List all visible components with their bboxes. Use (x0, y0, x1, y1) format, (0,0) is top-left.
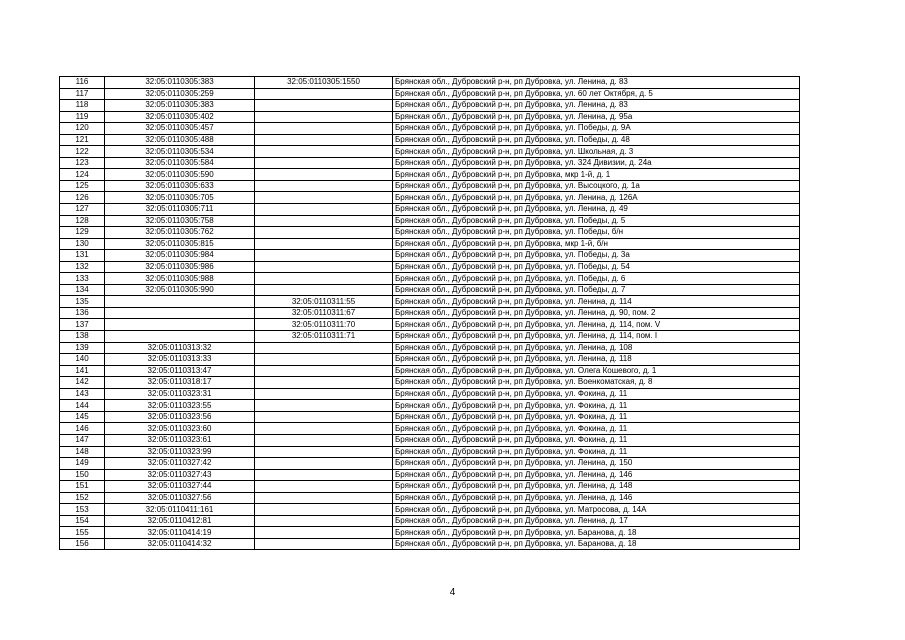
address-cell: Брянская обл., Дубровский р-н, рп Дубровка, ул. Фокина, д. 11 (393, 388, 800, 400)
cadastral-number-cell: 32:05:0110305:383 (105, 77, 255, 89)
address-cell: Брянская обл., Дубровский р-н, рп Дубровка, ул. Матросова, д. 14А (393, 504, 800, 516)
parent-cadastral-number-cell (255, 458, 393, 470)
cadastral-number-cell: 32:05:0110305:633 (105, 180, 255, 192)
address-cell: Брянская обл., Дубровский р-н, рп Дубровка, ул. Победы, д. 6 (393, 273, 800, 285)
cadastral-number-cell: 32:05:0110305:986 (105, 261, 255, 273)
table-row (60, 469, 800, 481)
address-cell: Брянская обл., Дубровский р-н, рп Дубровка, ул. Ленина, д. 146 (393, 469, 800, 481)
table-row (60, 458, 800, 470)
address-cell: Брянская обл., Дубровский р-н, рп Дубровка, ул. Ленина, д. 83 (393, 77, 800, 89)
cadastral-number-cell: 32:05:0110305:815 (105, 238, 255, 250)
table-row (60, 481, 800, 493)
parent-cadastral-number-cell (255, 388, 393, 400)
cadastral-number-cell: 32:05:0110323:31 (105, 388, 255, 400)
table-row (60, 342, 800, 354)
row-number-cell: 146 (60, 423, 105, 435)
table-row (60, 134, 800, 146)
table-row (60, 146, 800, 158)
parent-cadastral-number-cell (255, 504, 393, 516)
row-number-cell: 142 (60, 377, 105, 389)
parent-cadastral-number-cell: 32:05:0110311:70 (255, 319, 393, 331)
cadastral-number-cell: 32:05:0110305:990 (105, 284, 255, 296)
row-number-cell: 152 (60, 492, 105, 504)
parent-cadastral-number-cell (255, 169, 393, 181)
parent-cadastral-number-cell (255, 146, 393, 158)
cadastral-number-cell (105, 331, 255, 343)
parent-cadastral-number-cell (255, 434, 393, 446)
parent-cadastral-number-cell (255, 238, 393, 250)
row-number-cell: 147 (60, 434, 105, 446)
address-cell: Брянская обл., Дубровский р-н, рп Дубровка, ул. Ленина, д. 49 (393, 204, 800, 216)
table-row (60, 504, 800, 516)
address-cell: Брянская обл., Дубровский р-н, рп Дубровка, ул. Школьная, д. 3 (393, 146, 800, 158)
parent-cadastral-number-cell (255, 157, 393, 169)
address-cell: Брянская обл., Дубровский р-н, рп Дубровка, ул. Ленина, д. 17 (393, 515, 800, 527)
cadastral-number-cell: 32:05:0110305:984 (105, 250, 255, 262)
row-number-cell: 120 (60, 123, 105, 135)
parent-cadastral-number-cell: 32:05:0110305:1550 (255, 77, 393, 89)
parent-cadastral-number-cell: 32:05:0110311:55 (255, 296, 393, 308)
address-cell: Брянская обл., Дубровский р-н, рп Дубровка, ул. Баранова, д. 18 (393, 527, 800, 539)
address-cell: Брянская обл., Дубровский р-н, рп Дубровка, ул. Ленина, д. 95а (393, 111, 800, 123)
parent-cadastral-number-cell (255, 123, 393, 135)
parent-cadastral-number-cell (255, 515, 393, 527)
row-number-cell: 126 (60, 192, 105, 204)
row-number-cell: 144 (60, 400, 105, 412)
cadastral-number-cell: 32:05:0110305:488 (105, 134, 255, 146)
row-number-cell: 128 (60, 215, 105, 227)
table-row (60, 446, 800, 458)
row-number-cell: 122 (60, 146, 105, 158)
row-number-cell: 150 (60, 469, 105, 481)
cadastral-number-cell: 32:05:0110327:42 (105, 458, 255, 470)
table-row (60, 354, 800, 366)
cadastral-number-cell: 32:05:0110305:590 (105, 169, 255, 181)
parent-cadastral-number-cell (255, 180, 393, 192)
table-row (60, 77, 800, 89)
table-row (60, 400, 800, 412)
cadastral-number-cell (105, 307, 255, 319)
address-cell: Брянская обл., Дубровский р-н, рп Дубровка, ул. Победы, д. 7 (393, 284, 800, 296)
cadastral-number-cell: 32:05:0110305:711 (105, 204, 255, 216)
address-cell: Брянская обл., Дубровский р-н, рп Дубровка, мкр 1-й, д. 1 (393, 169, 800, 181)
parent-cadastral-number-cell (255, 134, 393, 146)
cadastral-number-cell: 32:05:0110411:161 (105, 504, 255, 516)
table-row (60, 515, 800, 527)
parent-cadastral-number-cell (255, 469, 393, 481)
row-number-cell: 127 (60, 204, 105, 216)
cadastral-number-cell: 32:05:0110313:47 (105, 365, 255, 377)
address-cell: Брянская обл., Дубровский р-н, рп Дубровка, ул. Ленина, д. 108 (393, 342, 800, 354)
row-number-cell: 132 (60, 261, 105, 273)
row-number-cell: 137 (60, 319, 105, 331)
address-cell: Брянская обл., Дубровский р-н, рп Дубровка, ул. Фокина, д. 11 (393, 411, 800, 423)
table-row (60, 180, 800, 192)
address-cell: Брянская обл., Дубровский р-н, рп Дубровка, ул. Ленина, д. 83 (393, 100, 800, 112)
row-number-cell: 136 (60, 307, 105, 319)
address-cell: Брянская обл., Дубровский р-н, рп Дубровка, ул. Ленина, д. 150 (393, 458, 800, 470)
row-number-cell: 123 (60, 157, 105, 169)
cadastral-table (59, 76, 800, 550)
cadastral-number-cell: 32:05:0110412:81 (105, 515, 255, 527)
address-cell: Брянская обл., Дубровский р-н, рп Дубровка, ул. Ленина, д. 146 (393, 492, 800, 504)
address-cell: Брянская обл., Дубровский р-н, рп Дубровка, ул. Ленина, д. 114, пом. V (393, 319, 800, 331)
cadastral-number-cell: 32:05:0110305:758 (105, 215, 255, 227)
row-number-cell: 145 (60, 411, 105, 423)
table-row (60, 157, 800, 169)
cadastral-number-cell: 32:05:0110305:457 (105, 123, 255, 135)
table-row (60, 273, 800, 285)
parent-cadastral-number-cell (255, 111, 393, 123)
table-row (60, 192, 800, 204)
table-row (60, 377, 800, 389)
table-row (60, 123, 800, 135)
address-cell: Брянская обл., Дубровский р-н, рп Дубровка, ул. Победы, б/н (393, 227, 800, 239)
parent-cadastral-number-cell (255, 342, 393, 354)
cadastral-number-cell: 32:05:0110323:56 (105, 411, 255, 423)
row-number-cell: 116 (60, 77, 105, 89)
cadastral-number-cell: 32:05:0110327:44 (105, 481, 255, 493)
row-number-cell: 130 (60, 238, 105, 250)
table-body (60, 77, 800, 550)
address-cell: Брянская обл., Дубровский р-н, рп Дубровка, ул. Победы, д. 54 (393, 261, 800, 273)
row-number-cell: 138 (60, 331, 105, 343)
row-number-cell: 124 (60, 169, 105, 181)
parent-cadastral-number-cell (255, 365, 393, 377)
row-number-cell: 139 (60, 342, 105, 354)
address-cell: Брянская обл., Дубровский р-н, рп Дубровка, ул. Победы, д. 48 (393, 134, 800, 146)
row-number-cell: 119 (60, 111, 105, 123)
parent-cadastral-number-cell (255, 250, 393, 262)
table-row (60, 307, 800, 319)
table-row (60, 296, 800, 308)
cadastral-number-cell: 32:05:0110305:259 (105, 88, 255, 100)
address-cell: Брянская обл., Дубровский р-н, рп Дубровка, ул. Военкоматская, д. 8 (393, 377, 800, 389)
parent-cadastral-number-cell (255, 215, 393, 227)
address-cell: Брянская обл., Дубровский р-н, рп Дубровка, ул. Победы, д. 3а (393, 250, 800, 262)
parent-cadastral-number-cell (255, 354, 393, 366)
parent-cadastral-number-cell: 32:05:0110311:71 (255, 331, 393, 343)
table-row (60, 227, 800, 239)
row-number-cell: 148 (60, 446, 105, 458)
address-cell: Брянская обл., Дубровский р-н, рп Дубровка, ул. Фокина, д. 11 (393, 434, 800, 446)
cadastral-number-cell: 32:05:0110313:32 (105, 342, 255, 354)
cadastral-number-cell: 32:05:0110323:60 (105, 423, 255, 435)
page-number: 4 (449, 587, 456, 598)
row-number-cell: 141 (60, 365, 105, 377)
row-number-cell: 140 (60, 354, 105, 366)
row-number-cell: 143 (60, 388, 105, 400)
table-row (60, 331, 800, 343)
parent-cadastral-number-cell (255, 411, 393, 423)
table-row (60, 250, 800, 262)
cadastral-number-cell: 32:05:0110318:17 (105, 377, 255, 389)
table-row (60, 215, 800, 227)
cadastral-number-cell: 32:05:0110305:988 (105, 273, 255, 285)
address-cell: Брянская обл., Дубровский р-н, рп Дубровка, мкр 1-й, б/н (393, 238, 800, 250)
address-cell: Брянская обл., Дубровский р-н, рп Дубровка, ул. Ленина, д. 90, пом. 2 (393, 307, 800, 319)
cadastral-number-cell: 32:05:0110323:55 (105, 400, 255, 412)
address-cell: Брянская обл., Дубровский р-н, рп Дубровка, ул. 324 Дивизии, д. 24а (393, 157, 800, 169)
row-number-cell: 156 (60, 538, 105, 550)
parent-cadastral-number-cell (255, 492, 393, 504)
table-row (60, 388, 800, 400)
address-cell: Брянская обл., Дубровский р-н, рп Дубровка, ул. Баранова, д. 18 (393, 538, 800, 550)
parent-cadastral-number-cell (255, 261, 393, 273)
cadastral-number-cell: 32:05:0110323:99 (105, 446, 255, 458)
parent-cadastral-number-cell (255, 284, 393, 296)
cadastral-number-cell (105, 319, 255, 331)
cadastral-number-cell: 32:05:0110323:61 (105, 434, 255, 446)
cadastral-number-cell (105, 296, 255, 308)
table-row (60, 100, 800, 112)
address-cell: Брянская обл., Дубровский р-н, рп Дубровка, ул. Высоцкого, д. 1а (393, 180, 800, 192)
table-row (60, 538, 800, 550)
parent-cadastral-number-cell (255, 204, 393, 216)
parent-cadastral-number-cell (255, 100, 393, 112)
cadastral-number-cell: 32:05:0110414:19 (105, 527, 255, 539)
parent-cadastral-number-cell (255, 423, 393, 435)
table-row (60, 238, 800, 250)
cadastral-number-cell: 32:05:0110305:762 (105, 227, 255, 239)
address-cell: Брянская обл., Дубровский р-н, рп Дубровка, ул. Ленина, д. 118 (393, 354, 800, 366)
address-cell: Брянская обл., Дубровский р-н, рп Дубровка, ул. Ленина, д. 148 (393, 481, 800, 493)
table-row (60, 88, 800, 100)
parent-cadastral-number-cell (255, 88, 393, 100)
row-number-cell: 117 (60, 88, 105, 100)
parent-cadastral-number-cell (255, 192, 393, 204)
table-row (60, 434, 800, 446)
address-cell: Брянская обл., Дубровский р-н, рп Дубровка, ул. Ленина, д. 114, пом. I (393, 331, 800, 343)
table-row (60, 527, 800, 539)
parent-cadastral-number-cell (255, 377, 393, 389)
address-cell: Брянская обл., Дубровский р-н, рп Дубровка, ул. Фокина, д. 11 (393, 446, 800, 458)
cadastral-number-cell: 32:05:0110414:32 (105, 538, 255, 550)
row-number-cell: 135 (60, 296, 105, 308)
row-number-cell: 149 (60, 458, 105, 470)
row-number-cell: 151 (60, 481, 105, 493)
table-row (60, 169, 800, 181)
cadastral-number-cell: 32:05:0110305:402 (105, 111, 255, 123)
parent-cadastral-number-cell (255, 227, 393, 239)
address-cell: Брянская обл., Дубровский р-н, рп Дубровка, ул. Фокина, д. 11 (393, 423, 800, 435)
row-number-cell: 134 (60, 284, 105, 296)
address-cell: Брянская обл., Дубровский р-н, рп Дубровка, ул. Победы, д. 5 (393, 215, 800, 227)
parent-cadastral-number-cell (255, 481, 393, 493)
row-number-cell: 125 (60, 180, 105, 192)
table-row (60, 204, 800, 216)
table-row (60, 365, 800, 377)
address-cell: Брянская обл., Дубровский р-н, рп Дубровка, ул. Ленина, д. 126А (393, 192, 800, 204)
parent-cadastral-number-cell (255, 538, 393, 550)
row-number-cell: 155 (60, 527, 105, 539)
table-row (60, 423, 800, 435)
row-number-cell: 131 (60, 250, 105, 262)
row-number-cell: 154 (60, 515, 105, 527)
row-number-cell: 133 (60, 273, 105, 285)
parent-cadastral-number-cell (255, 446, 393, 458)
table-row (60, 111, 800, 123)
parent-cadastral-number-cell: 32:05:0110311:67 (255, 307, 393, 319)
parent-cadastral-number-cell (255, 527, 393, 539)
cadastral-number-cell: 32:05:0110327:43 (105, 469, 255, 481)
table-row (60, 411, 800, 423)
address-cell: Брянская обл., Дубровский р-н, рп Дубровка, ул. Победы, д. 9А (393, 123, 800, 135)
cadastral-number-cell: 32:05:0110313:33 (105, 354, 255, 366)
row-number-cell: 121 (60, 134, 105, 146)
table-row (60, 284, 800, 296)
row-number-cell: 118 (60, 100, 105, 112)
address-cell: Брянская обл., Дубровский р-н, рп Дубровка, ул. Олега Кошевого, д. 1 (393, 365, 800, 377)
row-number-cell: 153 (60, 504, 105, 516)
parent-cadastral-number-cell (255, 400, 393, 412)
cadastral-number-cell: 32:05:0110305:705 (105, 192, 255, 204)
row-number-cell: 129 (60, 227, 105, 239)
address-cell: Брянская обл., Дубровский р-н, рп Дубровка, ул. Ленина, д. 114 (393, 296, 800, 308)
cadastral-number-cell: 32:05:0110327:56 (105, 492, 255, 504)
cadastral-number-cell: 32:05:0110305:383 (105, 100, 255, 112)
address-cell: Брянская обл., Дубровский р-н, рп Дубровка, ул. 60 лет Октября, д. 5 (393, 88, 800, 100)
cadastral-number-cell: 32:05:0110305:584 (105, 157, 255, 169)
cadastral-number-cell: 32:05:0110305:534 (105, 146, 255, 158)
address-cell: Брянская обл., Дубровский р-н, рп Дубровка, ул. Фокина, д. 11 (393, 400, 800, 412)
table-row (60, 319, 800, 331)
table-row (60, 492, 800, 504)
table-row (60, 261, 800, 273)
parent-cadastral-number-cell (255, 273, 393, 285)
